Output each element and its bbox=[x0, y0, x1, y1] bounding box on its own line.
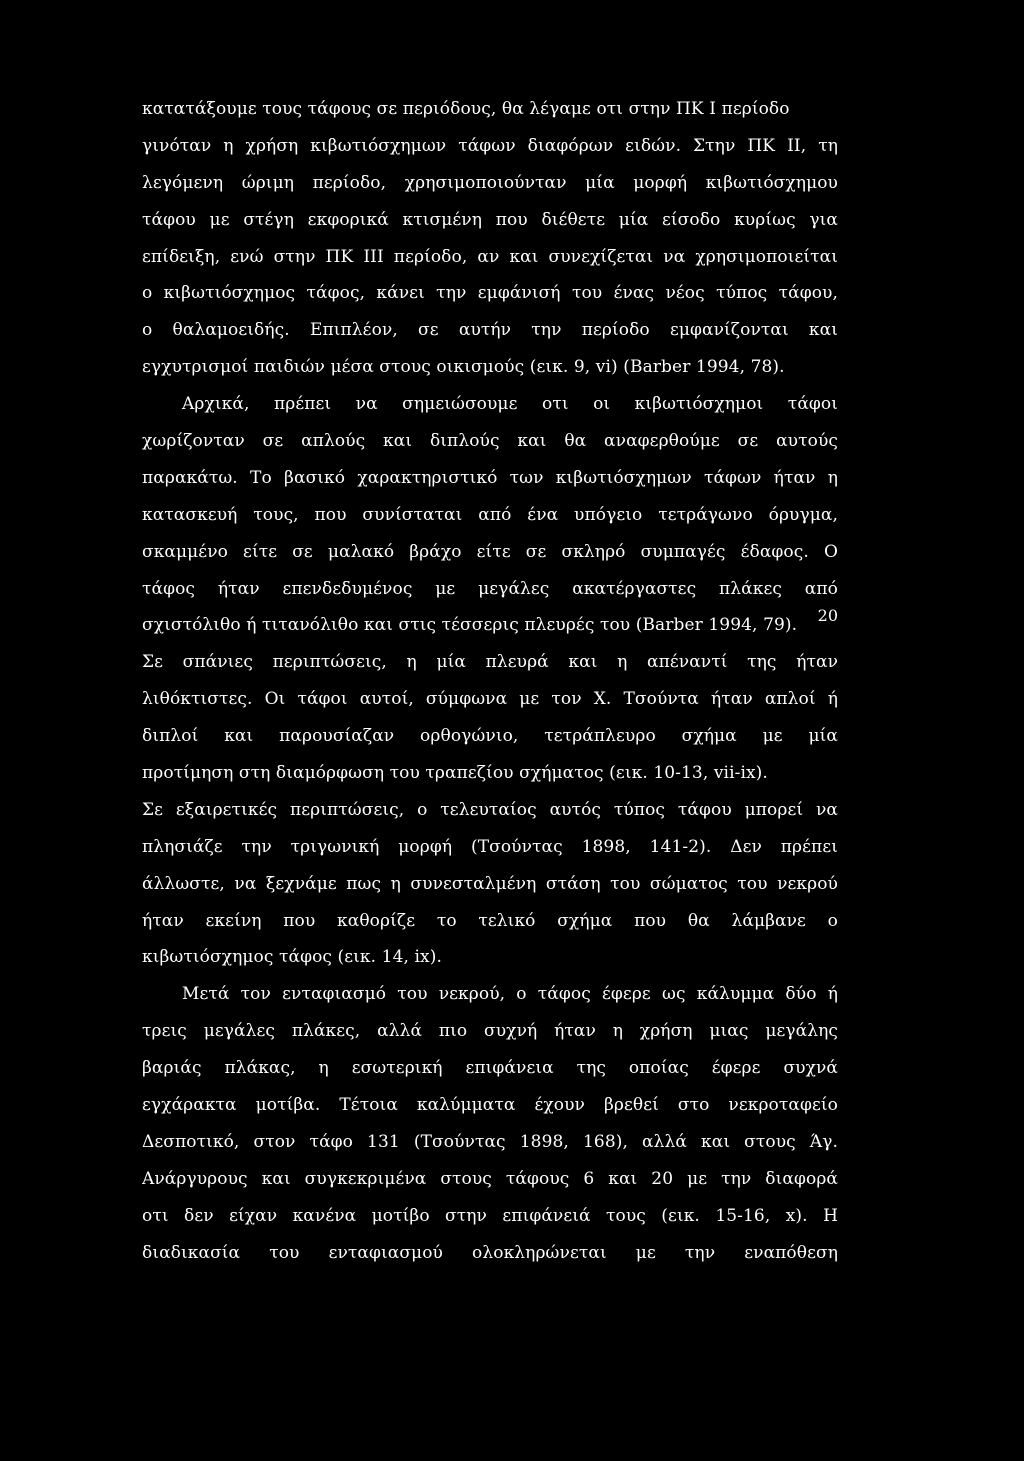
text-line: χωρίζονταν σε απλούς και διπλούς και θα αναφερθούμε σε αυτούς bbox=[142, 431, 838, 452]
text-line: Σε εξαιρετικές περιπτώσεις, ο τελευταίος αυτός τύπος τάφου μπορεί να bbox=[142, 799, 838, 820]
page-number: 20 bbox=[817, 606, 838, 625]
text-line: εγχυτρισμοί παιδιών μέσα στους οικισμούς (εικ. 9, vi) (Barber 1994, 78). bbox=[142, 357, 785, 378]
text-line: κατασκευή τους, που συνίσταται από ένα υπόγειο τετράγωνο όρυγμα, bbox=[142, 504, 838, 525]
text-line: σκαμμένο είτε σε μαλακό βράχο είτε σε σκληρό συμπαγές έδαφος. Ο bbox=[142, 541, 838, 562]
text-line: τάφου με στέγη εκφορικά κτισμένη που διέθετε μία είσοδο κυρίως για bbox=[142, 209, 838, 230]
text-line: Σε σπάνιες περιπτώσεις, η μία πλευρά και η απέναντί της ήταν bbox=[142, 652, 838, 673]
text-line: σχιστόλιθο ή τιτανόλιθο και στις τέσσερις πλευρές του (Barber 1994, 79). bbox=[142, 615, 798, 636]
text-line: εγχάρακτα μοτίβα. Τέτοια καλύμματα έχουν βρεθεί στο νεκροταφείο bbox=[142, 1095, 838, 1116]
text-line: βαριάς πλάκας, η εσωτερική επιφάνεια της οποίας έφερε συχνά bbox=[142, 1058, 838, 1079]
text-line: διαδικασία του ενταφιασμού ολοκληρώνεται με την εναπόθεση bbox=[142, 1242, 838, 1263]
text-line: Δεσποτικό, στον τάφο 131 (Τσούντας 1898, 168), αλλά και στους Άγ. bbox=[142, 1131, 838, 1152]
text-line: ο κιβωτιόσχημος τάφος, κάνει την εμφάνισή του ένας νέος τύπος τάφου, bbox=[142, 283, 838, 304]
text-line: Ανάργυρους και συγκεκριμένα στους τάφους 6 και 20 με την διαφορά bbox=[142, 1168, 838, 1189]
text-line: ήταν εκείνη που καθορίζε το τελικό σχήμα που θα λάμβανε ο bbox=[142, 910, 838, 931]
text-line: Μετά τον ενταφιασμό του νεκρού, ο τάφος έφερε ως κάλυμμα δύο ή bbox=[182, 984, 838, 1005]
text-line: προτίμηση στη διαμόρφωση του τραπεζίου σχήματος (εικ. 10-13, vii-ix). bbox=[142, 763, 768, 784]
text-line: οτι δεν είχαν κανένα μοτίβο στην επιφάνειά τους (εικ. 15-16, x). Η bbox=[142, 1205, 838, 1226]
text-line: τάφος ήταν επενδεδυμένος με μεγάλες ακατέργαστες πλάκες από bbox=[142, 578, 838, 599]
text-line: διπλοί και παρουσίαζαν ορθογώνιο, τετράπλευρο σχήμα με μία bbox=[142, 726, 838, 747]
text-line: ο θαλαμοειδής. Επιπλέον, σε αυτήν την περίοδο εμφανίζονται και bbox=[142, 320, 838, 341]
text-line: κιβωτιόσχημος τάφος (εικ. 14, ix). bbox=[142, 947, 442, 968]
text-line: πλησιάζε την τριγωνική μορφή (Τσούντας 1898, 141-2). Δεν πρέπει bbox=[142, 836, 838, 857]
text-line: επίδειξη, ενώ στην ΠΚ III περίοδο, αν και συνεχίζεται να χρησιμοποιείται bbox=[142, 246, 838, 267]
text-line: παρακάτω. Το βασικό χαρακτηριστικό των κιβωτιόσχημων τάφων ήταν η bbox=[142, 467, 838, 488]
text-line: Αρχικά, πρέπει να σημειώσουμε οτι οι κιβωτιόσχημοι τάφοι bbox=[182, 394, 838, 415]
text-line: τρεις μεγάλες πλάκες, αλλά πιο συχνή ήταν η χρήση μιας μεγάλης bbox=[142, 1021, 838, 1042]
text-line: λεγόμενη ώριμη περίοδο, χρησιμοποιούνταν μία μορφή κιβωτιόσχημου bbox=[142, 172, 838, 193]
body-text bbox=[142, 91, 838, 1272]
text-line: γινόταν η χρήση κιβωτιόσχημων τάφων διαφόρων ειδών. Στην ΠΚ II, τη bbox=[142, 135, 838, 156]
text-line: άλλωστε, να ξεχνάμε πως η συνεσταλμένη στάση του σώματος του νεκρού bbox=[142, 873, 838, 894]
text-line: κατατάξουμε τους τάφους σε περιόδους, θα λέγαμε οτι στην ΠΚ I περίοδο bbox=[142, 99, 790, 119]
text-line: λιθόκτιστες. Οι τάφοι αυτοί, σύμφωνα με τον X. Τσούντα ήταν απλοί ή bbox=[142, 689, 838, 710]
